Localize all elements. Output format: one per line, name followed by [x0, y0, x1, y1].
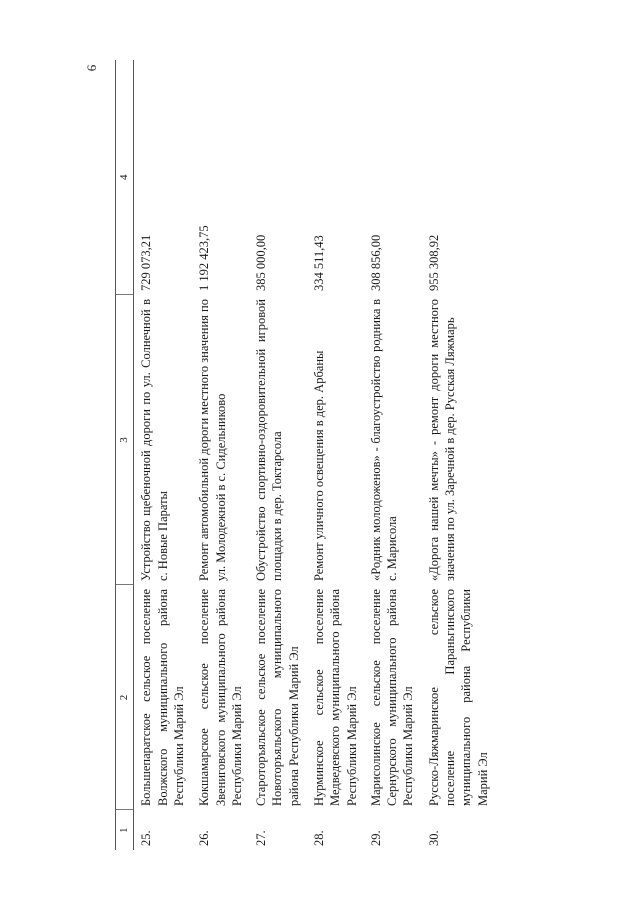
municipality-cell: Марисолинское сельское поселение Сернурского муниципального района Республики Марий Эл	[368, 589, 416, 806]
amount-cell: 385 000,00	[254, 234, 269, 291]
row-number: 29.	[368, 830, 383, 846]
header-row	[116, 60, 134, 850]
amount-cell: 308 856,00	[368, 234, 383, 291]
table-row	[307, 60, 364, 850]
amount-cell: 334 511,43	[312, 235, 327, 291]
row-number: 25.	[139, 830, 154, 846]
header-col-3: 3	[116, 295, 134, 585]
table-row	[249, 60, 307, 850]
table-row	[364, 60, 422, 850]
project-cell: Устройство щебеночной дороги по ул. Солнечной в с. Новые Параты	[139, 299, 170, 581]
table-row	[134, 60, 193, 850]
funding-table	[115, 60, 495, 850]
project-cell: Ремонт автомобильной дороги местного значения по ул. Молодежной в с. Сидельниково	[197, 299, 228, 581]
rotated-table-container	[115, 60, 590, 850]
municipality-cell: Кокшамарское сельское поселение Звениговского муниципального района Республики Марий Эл	[197, 589, 244, 806]
page-number: 6	[84, 64, 99, 72]
project-cell: Ремонт уличного освещения в дер. Арбаны	[312, 350, 327, 581]
table-row	[422, 60, 495, 850]
project-cell: «Родник молодоженов» - благоустройство родника в с. Марисола	[368, 299, 400, 581]
row-number: 30.	[426, 830, 441, 846]
municipality-cell: Нурминское сельское поселение Медведевского муниципального района Республики Марий Эл	[312, 589, 359, 806]
municipality-cell: Большепаратское сельское поселение Волжского муниципального района Республики Марий Эл	[139, 589, 186, 806]
row-number: 26.	[197, 830, 212, 846]
header-col-1: 1	[116, 810, 134, 850]
project-cell: «Дорога нашей мечты» - ремонт дороги местного значения по ул. Заречной в дер. Русская Ляжмарь	[426, 299, 458, 581]
header-col-4: 4	[116, 60, 134, 295]
row-number: 27.	[254, 830, 269, 846]
header-col-2: 2	[116, 585, 134, 810]
municipality-cell: Русско-Ляжмаринское сельское поселение Параньгинского муниципального района Республики Марий Эл	[426, 589, 490, 806]
municipality-cell: Старотoръяльское сельское поселение Новоторъяльского муниципального района Республики Марий Эл	[254, 589, 301, 806]
amount-cell: 955 308,92	[426, 234, 441, 291]
table-row	[192, 60, 249, 850]
row-number: 28.	[312, 830, 327, 846]
project-cell: Обустройство спортивно-оздоровительной игровой площадки в дер. Токтарсола	[254, 299, 285, 581]
amount-cell: 729 073,21	[139, 234, 154, 291]
amount-cell: 1 192 423,75	[197, 225, 212, 291]
